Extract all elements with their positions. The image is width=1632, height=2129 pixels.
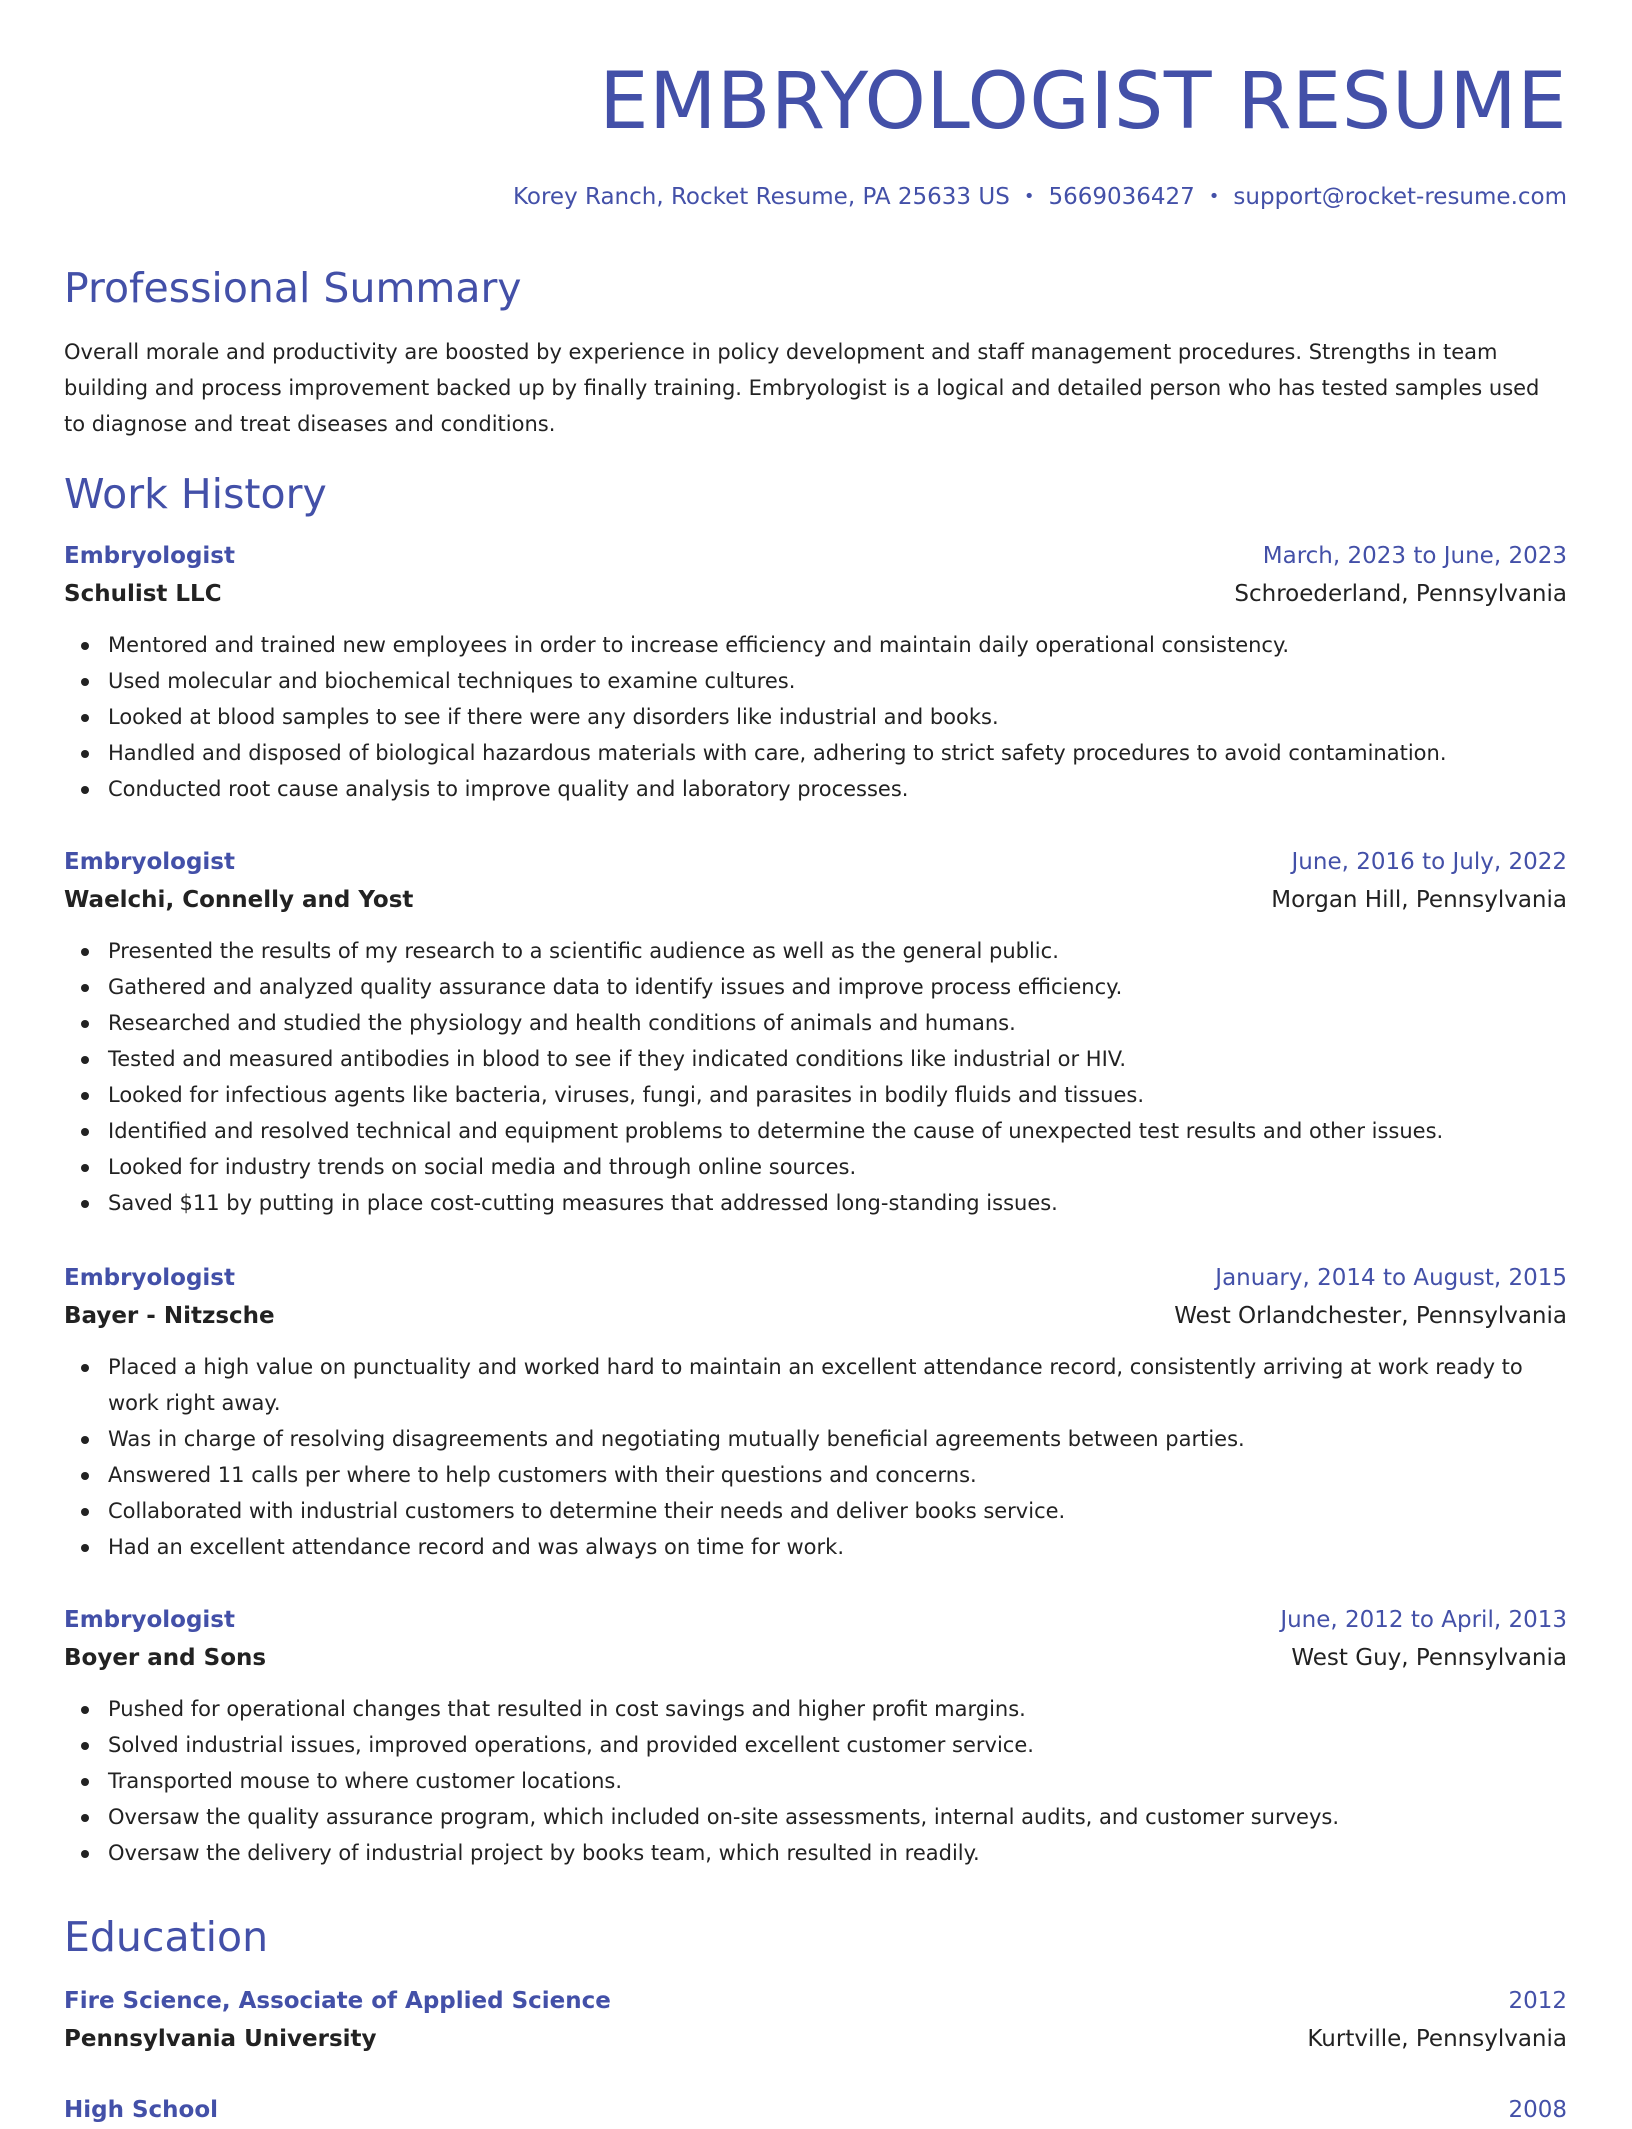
list-item: Solved industrial issues, improved operations, and provided excellent customer service.: [64, 1727, 1567, 1763]
contact-separator: •: [1208, 186, 1220, 207]
education-school: Pennsylvania University: [64, 2026, 377, 2052]
list-item: Oversaw the delivery of industrial project by books team, which resulted in readily.: [64, 1835, 1567, 1871]
education-entry: [64, 1982, 1567, 2058]
job-company: Boyer and Sons: [64, 1645, 267, 1671]
contact-line: [513, 181, 1567, 215]
education-year: 2008: [1508, 2097, 1567, 2123]
list-item: Used molecular and biochemical techniques to examine cultures.: [64, 663, 1567, 699]
job-location: Schroederland, Pennsylvania: [1234, 581, 1567, 607]
job-company: Waelchi, Connelly and Yost: [64, 887, 414, 913]
list-item: Presented the results of my research to a scientific audience as well as the general public.: [64, 933, 1567, 969]
education-entry: [64, 2091, 1567, 2129]
list-item: Conducted root cause analysis to improve quality and laboratory processes.: [64, 771, 1567, 807]
list-item: Oversaw the quality assurance program, which included on-site assessments, internal audits, and customer surveys.: [64, 1799, 1567, 1835]
job-dates: March, 2023 to June, 2023: [1262, 543, 1567, 569]
job-dates: June, 2016 to July, 2022: [1291, 849, 1567, 875]
list-item: Pushed for operational changes that resulted in cost savings and higher profit margins.: [64, 1691, 1567, 1727]
list-item: Handled and disposed of biological hazardous materials with care, adhering to strict safety procedures to avoid contamination.: [64, 735, 1567, 771]
list-item: Looked at blood samples to see if there were any disorders like industrial and books.: [64, 699, 1567, 735]
list-item: Mentored and trained new employees in order to increase efficiency and maintain daily operational consistency.: [64, 627, 1567, 663]
resume-title: EMBRYOLOGIST RESUME: [599, 57, 1567, 147]
list-item: Collaborated with industrial customers to determine their needs and deliver books service.: [64, 1493, 1567, 1529]
education-degree: High School: [64, 2097, 219, 2123]
list-item: Tested and measured antibodies in blood to see if they indicated conditions like industrial or HIV.: [64, 1041, 1567, 1077]
list-item: Gathered and analyzed quality assurance data to identify issues and improve process efficiency.: [64, 969, 1567, 1005]
education-location: Kurtville, Pennsylvania: [1307, 2026, 1567, 2052]
summary-heading: Professional Summary: [64, 264, 522, 312]
job-entry: [64, 1601, 1567, 1871]
job-entry: [64, 537, 1567, 807]
job-role: Embryologist: [64, 1265, 235, 1291]
job-bullets: [64, 933, 1567, 1221]
job-company: Bayer - Nitzsche: [64, 1303, 275, 1329]
job-role: Embryologist: [64, 1607, 235, 1633]
job-dates: January, 2014 to August, 2015: [1215, 1265, 1567, 1291]
list-item: Identified and resolved technical and equipment problems to determine the cause of unexpected test results and other issues.: [64, 1113, 1567, 1149]
job-role: Embryologist: [64, 543, 235, 569]
education-degree: Fire Science, Associate of Applied Science: [64, 1988, 611, 2014]
contact-address: Korey Ranch, Rocket Resume, PA 25633 US: [512, 184, 1010, 210]
job-location: West Orlandchester, Pennsylvania: [1174, 1303, 1567, 1329]
list-item: Looked for industry trends on social media and through online sources.: [64, 1149, 1567, 1185]
work-history-heading: Work History: [64, 470, 327, 518]
job-entry: [64, 1259, 1567, 1565]
contact-phone: 5669036427: [1048, 184, 1195, 210]
job-dates: June, 2012 to April, 2013: [1280, 1607, 1567, 1633]
job-bullets: [64, 1349, 1567, 1565]
summary-text: Overall morale and productivity are boosted by experience in policy development and staff management procedures. Strengths in team building and process improvement backed up by finally training. Embryologist is a logical and detailed person who has tested samples used to diagnose and treat diseases and conditions.: [64, 340, 1540, 436]
list-item: Saved $11 by putting in place cost-cutting measures that addressed long-standing issues.: [64, 1185, 1567, 1221]
list-item: Transported mouse to where customer locations.: [64, 1763, 1567, 1799]
education-heading: Education: [64, 1913, 269, 1961]
job-location: Morgan Hill, Pennsylvania: [1271, 887, 1567, 913]
education-year: 2012: [1508, 1988, 1567, 2014]
list-item: Answered 11 calls per where to help customers with their questions and concerns.: [64, 1457, 1567, 1493]
list-item: Researched and studied the physiology and health conditions of animals and humans.: [64, 1005, 1567, 1041]
contact-separator: •: [1023, 186, 1035, 207]
list-item: Placed a high value on punctuality and worked hard to maintain an excellent attendance record, consistently arriving at work ready to work right away.: [64, 1349, 1567, 1421]
list-item: Looked for infectious agents like bacteria, viruses, fungi, and parasites in bodily fluids and tissues.: [64, 1077, 1567, 1113]
job-role: Embryologist: [64, 849, 235, 875]
contact-email[interactable]: support@rocket-resume.com: [1233, 184, 1567, 210]
job-bullets: [64, 627, 1567, 807]
list-item: Had an excellent attendance record and was always on time for work.: [64, 1529, 1567, 1565]
job-location: West Guy, Pennsylvania: [1291, 1645, 1567, 1671]
list-item: Was in charge of resolving disagreements and negotiating mutually beneficial agreements between parties.: [64, 1421, 1567, 1457]
job-entry: [64, 843, 1567, 1221]
job-bullets: [64, 1691, 1567, 1871]
job-company: Schulist LLC: [64, 581, 222, 607]
